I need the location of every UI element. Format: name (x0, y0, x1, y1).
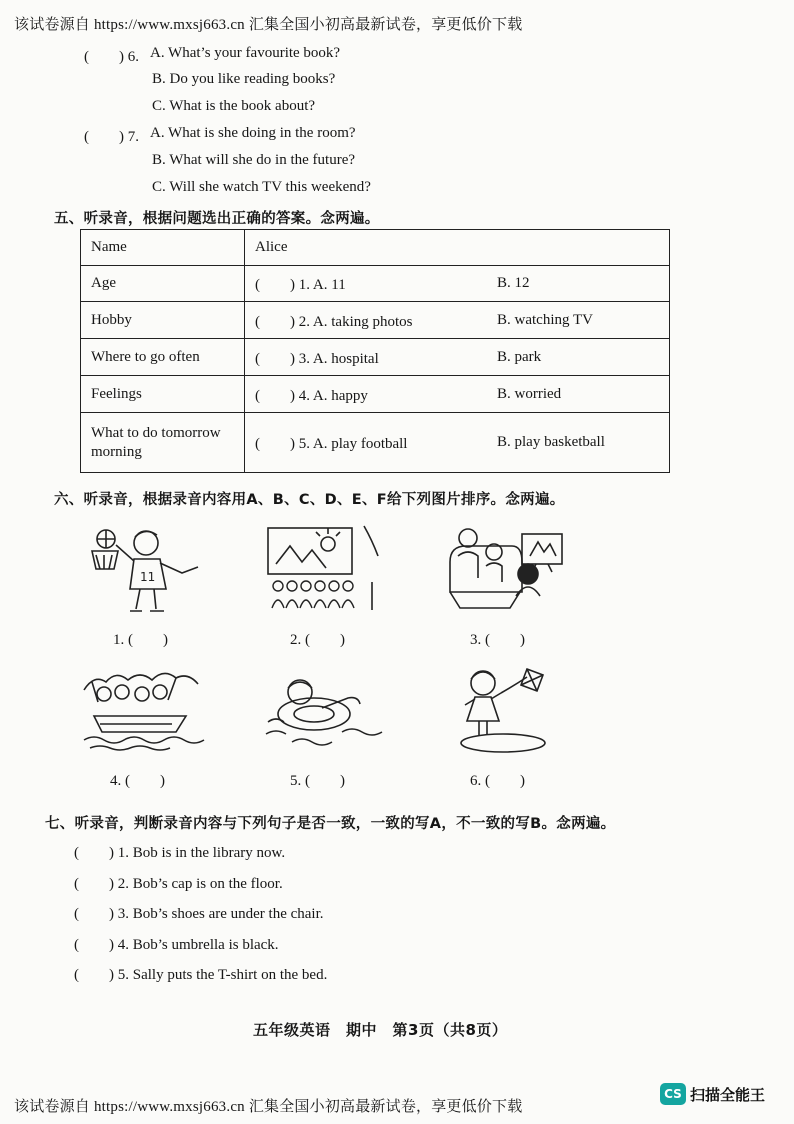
picture-1-caption: 1. ( ) (113, 632, 168, 648)
part7-item-4: ( ) 4. Bob’s umbrella is black. (74, 937, 279, 953)
picture-2-caption: 2. ( ) (290, 632, 345, 648)
bottom-banner: 该试卷源自 https://www.mxsj663.cn 汇集全国小初高最新试卷，享更低价下载 (14, 1099, 523, 1115)
table-row-option-b: B. worried (497, 385, 562, 402)
picture-3-caption: 3. ( ) (470, 632, 525, 648)
part6-title: 六、听录音，根据录音内容用A、B、C、D、E、F给下列图片排序。念两遍。 (54, 492, 565, 508)
top-banner: 该试卷源自 https://www.mxsj663.cn 汇集全国小初高最新试卷，享更低价下载 (14, 17, 523, 33)
table-row (81, 413, 670, 473)
table-row-option-b: B. park (497, 348, 542, 365)
table-row-option-a: ( ) 5. A. play football (255, 436, 408, 452)
table-row-option-a: ( ) 1. A. 11 (255, 277, 346, 293)
table-row-label: Feelings (81, 376, 245, 413)
part7-item-5: ( ) 5. Sally puts the T-shirt on the bed. (74, 967, 328, 983)
q6-option-c: C. What is the book about? (152, 98, 316, 114)
table-row-option-b: B. 12 (497, 275, 530, 291)
table-row-option-a: ( ) 4. A. happy (255, 387, 368, 404)
picture-5-caption: 5. ( ) (290, 773, 345, 789)
table-row-option-a: ( ) 3. A. hospital (255, 350, 379, 367)
part7-item-3: ( ) 3. Bob’s shoes are under the chair. (74, 906, 324, 922)
q7-option-b: B. What will she do in the future? (152, 152, 356, 168)
part7-item-1: ( ) 1. Bob is in the library now. (74, 845, 286, 861)
cinema-audience-picture (262, 522, 384, 614)
table-row (81, 376, 670, 413)
table-row (81, 266, 670, 302)
svg-text:11: 11 (140, 570, 156, 584)
part5-title: 五、听录音，根据问题选出正确的答案。念两遍。 (54, 211, 380, 227)
q7-number: ( ) 7. (84, 129, 139, 145)
boating-picture (80, 668, 205, 752)
table-header-row (81, 230, 670, 266)
girl-flying-kite-picture (455, 665, 555, 755)
table-row (81, 339, 670, 376)
camscanner-logo-icon: CS (660, 1083, 686, 1105)
part7-title: 七、听录音，判断录音内容与下列句子是否一致，一致的写A，不一致的写B。念两遍。 (45, 816, 616, 832)
scanner-badge (660, 1083, 765, 1105)
picture-6-caption: 6. ( ) (470, 773, 525, 789)
table-row-option-b: B. watching TV (497, 311, 593, 328)
basketball-player-picture (88, 525, 213, 620)
table-row-option-b: B. play basketball (497, 434, 605, 450)
table-row-label: Hobby (81, 302, 245, 339)
page-footer: 五年级英语 期中 第3页（共8页） (253, 1021, 508, 1039)
table-cell-name-label: Name (81, 230, 245, 266)
table-row-option-a: ( ) 2. A. taking photos (255, 313, 413, 330)
scanner-name: 扫描全能王 (690, 1085, 766, 1104)
table-row-label: What to do tomorrow morning (81, 413, 245, 473)
swimming-picture (262, 672, 384, 752)
q6-option-b: B. Do you like reading books? (152, 71, 336, 87)
picture-4-caption: 4. ( ) (110, 773, 165, 789)
q6-option-a: A. What’s your favourite book? (150, 45, 341, 61)
alice-info-table (80, 229, 670, 473)
family-watching-tv-picture (446, 522, 568, 612)
table-row-label: Where to go often (81, 339, 245, 376)
table-row (81, 302, 670, 339)
table-row-label: Age (81, 266, 245, 302)
part7-item-2: ( ) 2. Bob’s cap is on the floor. (74, 876, 283, 892)
q7-option-c: C. Will she watch TV this weekend? (152, 179, 371, 195)
q6-number: ( ) 6. (84, 49, 139, 65)
table-cell-name-value: Alice (245, 230, 670, 266)
q7-option-a: A. What is she doing in the room? (150, 125, 356, 141)
